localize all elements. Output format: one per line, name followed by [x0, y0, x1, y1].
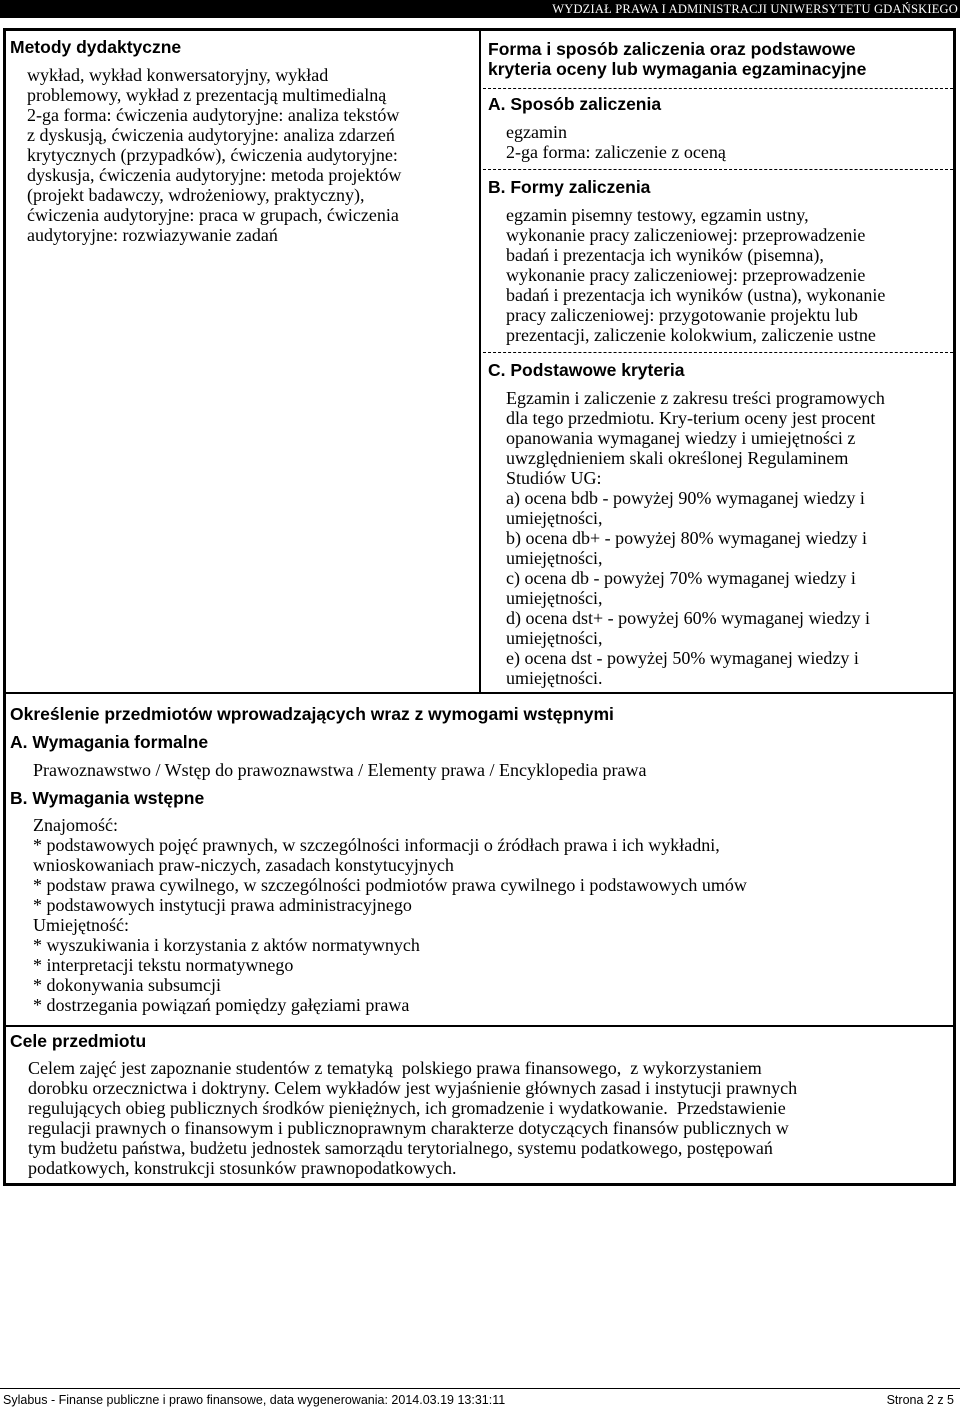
forma-c-line: dla tego przedmiotu. Kry-terium oceny jest procent [506, 408, 876, 428]
forma-b-title: B. Formy zaliczenia [488, 177, 651, 197]
forma-b-line: wykonanie pracy zaliczeniowej: przeprowadzenie [506, 265, 866, 285]
metody-line: z dyskusją, ćwiczenia audytoryjne: analiza zdarzeń [27, 125, 395, 145]
okreslenie-a-title: A. Wymagania formalne [10, 732, 209, 752]
okreslenie-b-title: B. Wymagania wstępne [10, 788, 205, 808]
faculty-title: WYDZIAŁ PRAWA I ADMINISTRACJI UNIWERSYTETU GDAŃSKIEGO [552, 2, 958, 16]
okreslenie-a-text: Prawoznawstwo / Wstęp do prawoznawstwa / Elementy prawa / Encyklopedia prawa [33, 760, 647, 780]
okreslenie-b-line: * dokonywania subsumcji [33, 975, 221, 995]
forma-c-line: Egzamin i zaliczenie z zakresu treści programowych [506, 388, 885, 408]
metody-line: krytycznych (przypadków), ćwiczenia audytoryjne: [27, 145, 398, 165]
okreslenie-b-line: * podstawowych instytucji prawa administracyjnego [33, 895, 412, 915]
okreslenie-b-line: * podstawowych pojęć prawnych, w szczególności informacji o źródłach prawa i ich wykładni, [33, 835, 720, 855]
okreslenie-title: Określenie przedmiotów wprowadzających wraz z wymogami wstępnymi [10, 704, 614, 724]
okreslenie-b-line: * podstaw prawa cywilnego, w szczególności podmiotów prawa cywilnego i podstawowych umów [33, 875, 747, 895]
forma-c-line: umiejętności, [506, 508, 603, 528]
dashed-divider [483, 88, 953, 89]
forma-c-title: C. Podstawowe kryteria [488, 360, 685, 380]
forma-title-line: kryteria oceny lub wymagania egzaminacyjne [488, 59, 867, 79]
forma-a-line: egzamin [506, 122, 567, 142]
page-header [0, 0, 960, 18]
forma-c-line: c) ocena db - powyżej 70% wymaganej wiedzy i [506, 568, 856, 588]
metody-line: audytoryjne: rozwiazywanie zadań [27, 225, 278, 245]
section-divider [6, 692, 953, 694]
forma-b-line: egzamin pisemny testowy, egzamin ustny, [506, 205, 809, 225]
metody-line: ćwiczenia audytoryjne: praca w grupach, ćwiczenia [27, 205, 399, 225]
forma-c-line: Studiów UG: [506, 468, 602, 488]
forma-title-line: Forma i sposób zaliczenia oraz podstawowe [488, 39, 856, 59]
forma-c-line: e) ocena dst - powyżej 50% wymaganej wiedzy i [506, 648, 859, 668]
forma-a-title: A. Sposób zaliczenia [488, 94, 662, 114]
forma-a-line: 2-ga forma: zaliczenie z oceną [506, 142, 726, 162]
forma-c-line: umiejętności. [506, 668, 603, 688]
forma-c-line: umiejętności, [506, 588, 603, 608]
okreslenie-b-line: Umiejętność: [33, 915, 129, 935]
cele-title: Cele przedmiotu [10, 1031, 147, 1051]
page-number: Strona 2 z 5 [886, 1393, 954, 1407]
footer-document-info: Sylabus - Finanse publiczne i prawo finansowe, data wygenerowania: 2014.03.19 13:31:11 [3, 1393, 506, 1407]
forma-c-line: umiejętności, [506, 628, 603, 648]
okreslenie-b-line: Znajomość: [33, 815, 118, 835]
forma-b-line: wykonanie pracy zaliczeniowej: przeprowadzenie [506, 225, 866, 245]
cele-line: Celem zajęć jest zapoznanie studentów z tematyką polskiego prawa finansowego, z wykorzystaniem [28, 1058, 762, 1078]
cele-line: regulacji prawnych o finansowym i publicznoprawnym charakterze dotyczących finansów publicznych w [28, 1118, 789, 1138]
cele-line: tym budżetu państwa, budżetu jednostek samorządu terytorialnego, systemu podatkowego, postępowań [28, 1138, 773, 1158]
footer-rule [0, 1388, 960, 1389]
metody-line: wykład, wykład konwersatoryjny, wykład [27, 65, 329, 85]
okreslenie-b-line: * interpretacji tekstu normatywnego [33, 955, 294, 975]
forma-c-line: uwzględnieniem skali określonej Regulaminem [506, 448, 849, 468]
forma-b-line: badań i prezentacja ich wyników (pisemna), [506, 245, 824, 265]
metody-line: (projekt badawczy, wdrożeniowy, praktyczny), [27, 185, 365, 205]
forma-c-line: d) ocena dst+ - powyżej 60% wymaganej wiedzy i [506, 608, 871, 628]
section-divider [6, 1025, 953, 1027]
column-divider [479, 31, 481, 692]
metody-line: dyskusja, ćwiczenia audytoryjne: metoda projektów [27, 165, 402, 185]
cele-line: regulujących obieg publicznych środków pieniężnych, ich gromadzenie i wydatkowanie. Przedstawienie [28, 1098, 786, 1118]
cele-line: podatkowych, konstrukcji stosunków prawnopodatkowych. [28, 1158, 457, 1178]
forma-c-line: b) ocena db+ - powyżej 80% wymaganej wiedzy i [506, 528, 868, 548]
forma-b-line: prezentacji, zaliczenie kolokwium, zaliczenie ustne [506, 325, 876, 345]
metody-line: problemowy, wykład z prezentacją multimedialną [27, 85, 387, 105]
okreslenie-b-line: * dostrzegania powiązań pomiędzy gałęziami prawa [33, 995, 410, 1015]
forma-c-line: umiejętności, [506, 548, 603, 568]
forma-b-line: pracy zaliczeniowej: przygotowanie projektu lub [506, 305, 858, 325]
forma-c-line: opanowania wymaganej wiedzy i umiejętności z [506, 428, 856, 448]
metody-line: 2-ga forma: ćwiczenia audytoryjne: analiza tekstów [27, 105, 400, 125]
forma-c-line: a) ocena bdb - powyżej 90% wymaganej wiedzy i [506, 488, 865, 508]
dashed-divider [483, 352, 953, 353]
forma-b-line: badań i prezentacja ich wyników (ustna), wykonanie [506, 285, 886, 305]
okreslenie-b-line: wnioskowaniach praw-niczych, zasadach konstytucyjnych [33, 855, 454, 875]
metody-title: Metody dydaktyczne [10, 37, 182, 57]
cele-line: dorobku orzecznictwa i doktryny. Celem wykładów jest wyjaśnienie głównych zasad i instytucji prawnych [28, 1078, 798, 1098]
dashed-divider [483, 169, 953, 170]
page-footer [0, 1388, 960, 1409]
okreslenie-b-line: * wyszukiwania i korzystania z aktów normatywnych [33, 935, 420, 955]
